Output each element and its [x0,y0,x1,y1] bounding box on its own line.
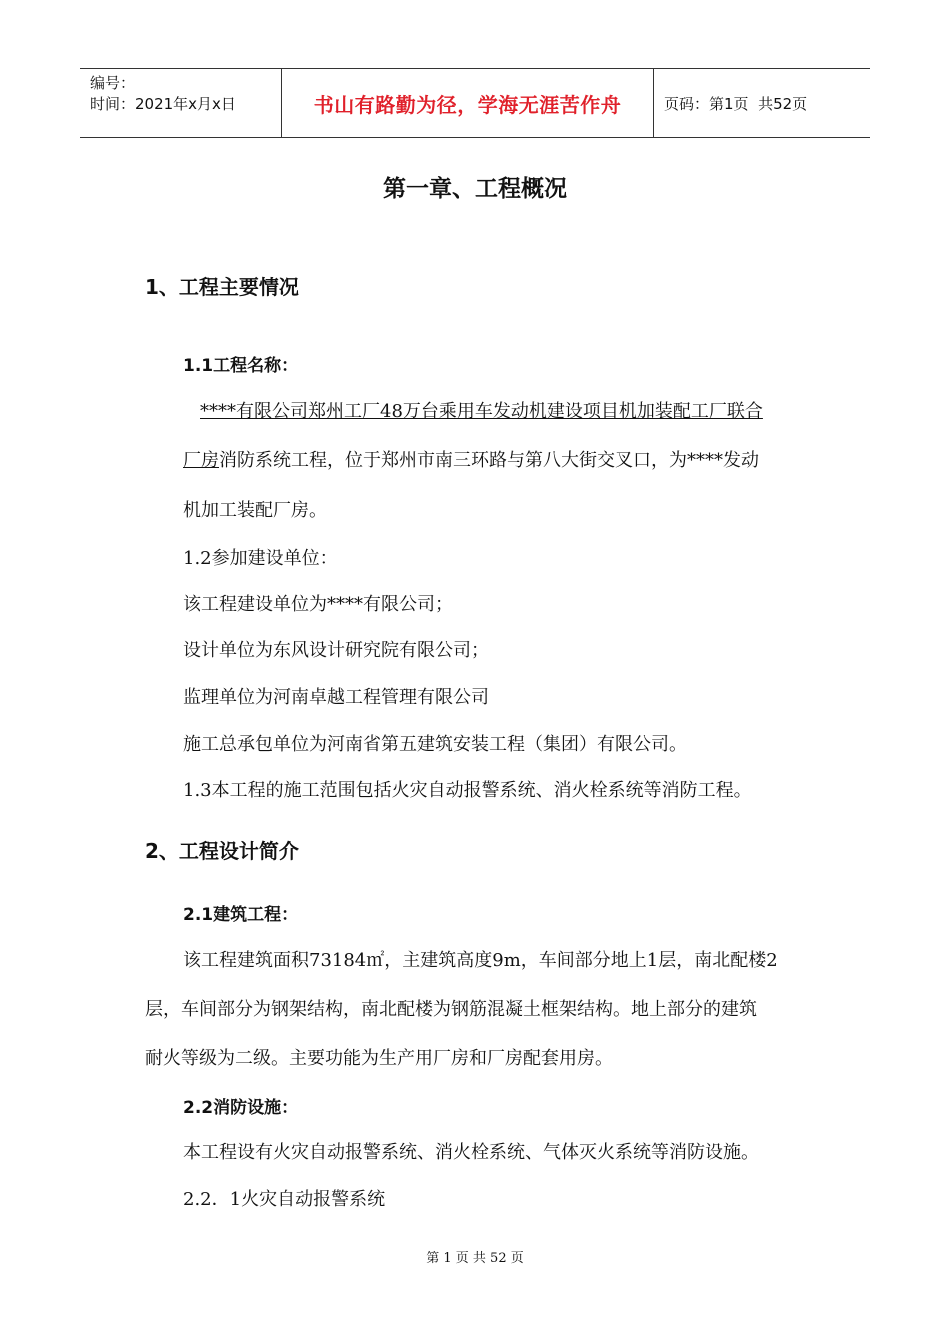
header-table [80,68,870,138]
motto-cell [282,69,654,137]
project-name-description: 消防系统工程，位于郑州市南三环路与第八大街交叉口，为****发动 [219,450,759,471]
building-text-line: 耐火等级为二级。主要功能为生产用厂房和厂房配套用房。 [145,1048,613,1069]
project-name-line-1 [200,397,763,423]
project-name-underlined: ****有限公司郑州工厂48万台乘用车发动机建设项目机加装配工厂联合 [200,401,763,422]
time-label: 时间：2021年x月x日 [90,95,236,113]
project-name-line-2 [183,446,759,472]
project-name-underlined-tail: 厂房 [183,450,219,471]
page-info-cell [654,69,870,137]
participant-item: 监理单位为河南卓越工程管理有限公司 [183,687,489,708]
building-text-line: 层，车间部分为钢架结构，南北配楼为钢筋混凝土框架结构。地上部分的建筑 [145,999,757,1020]
fire-facilities-text: 本工程设有火灾自动报警系统、消火栓系统、气体灭火系统等消防设施。 [183,1142,759,1163]
section-2-2-heading: 2.2消防设施： [183,1098,299,1118]
chapter-title: 第一章、工程概况 [383,176,567,202]
section-2-heading: 2、工程设计简介 [145,839,299,863]
page-label: 页码：第1页 共52页 [664,94,808,113]
section-1-1-heading: 1.1工程名称： [183,356,299,376]
motto-text: 书山有路勤为径，学海无涯苦作舟 [313,92,622,117]
section-1-heading: 1、工程主要情况 [145,275,299,299]
project-name-line-3: 机加工装配厂房。 [183,500,327,521]
section-2-2-1-heading: 2.2．1火灾自动报警系统 [183,1189,386,1210]
section-1-3-text: 1.3本工程的施工范围包括火灾自动报警系统、消火栓系统等消防工程。 [183,780,752,801]
footer-page-number: 第 1 页 共 52 页 [426,1251,524,1266]
participant-item: 设计单位为东风设计研究院有限公司； [183,640,489,661]
header-meta-cell [80,69,282,137]
section-1-2-heading: 1.2参加建设单位： [183,548,338,569]
participant-item: 该工程建设单位为****有限公司； [183,594,453,615]
code-label: 编号： [90,74,136,92]
section-2-1-heading: 2.1建筑工程： [183,905,299,925]
participant-item: 施工总承包单位为河南省第五建筑安装工程（集团）有限公司。 [183,734,687,755]
building-text-line: 该工程建筑面积73184㎡，主建筑高度9m，车间部分地上1层，南北配楼2 [183,950,778,971]
page-footer [0,1247,950,1266]
